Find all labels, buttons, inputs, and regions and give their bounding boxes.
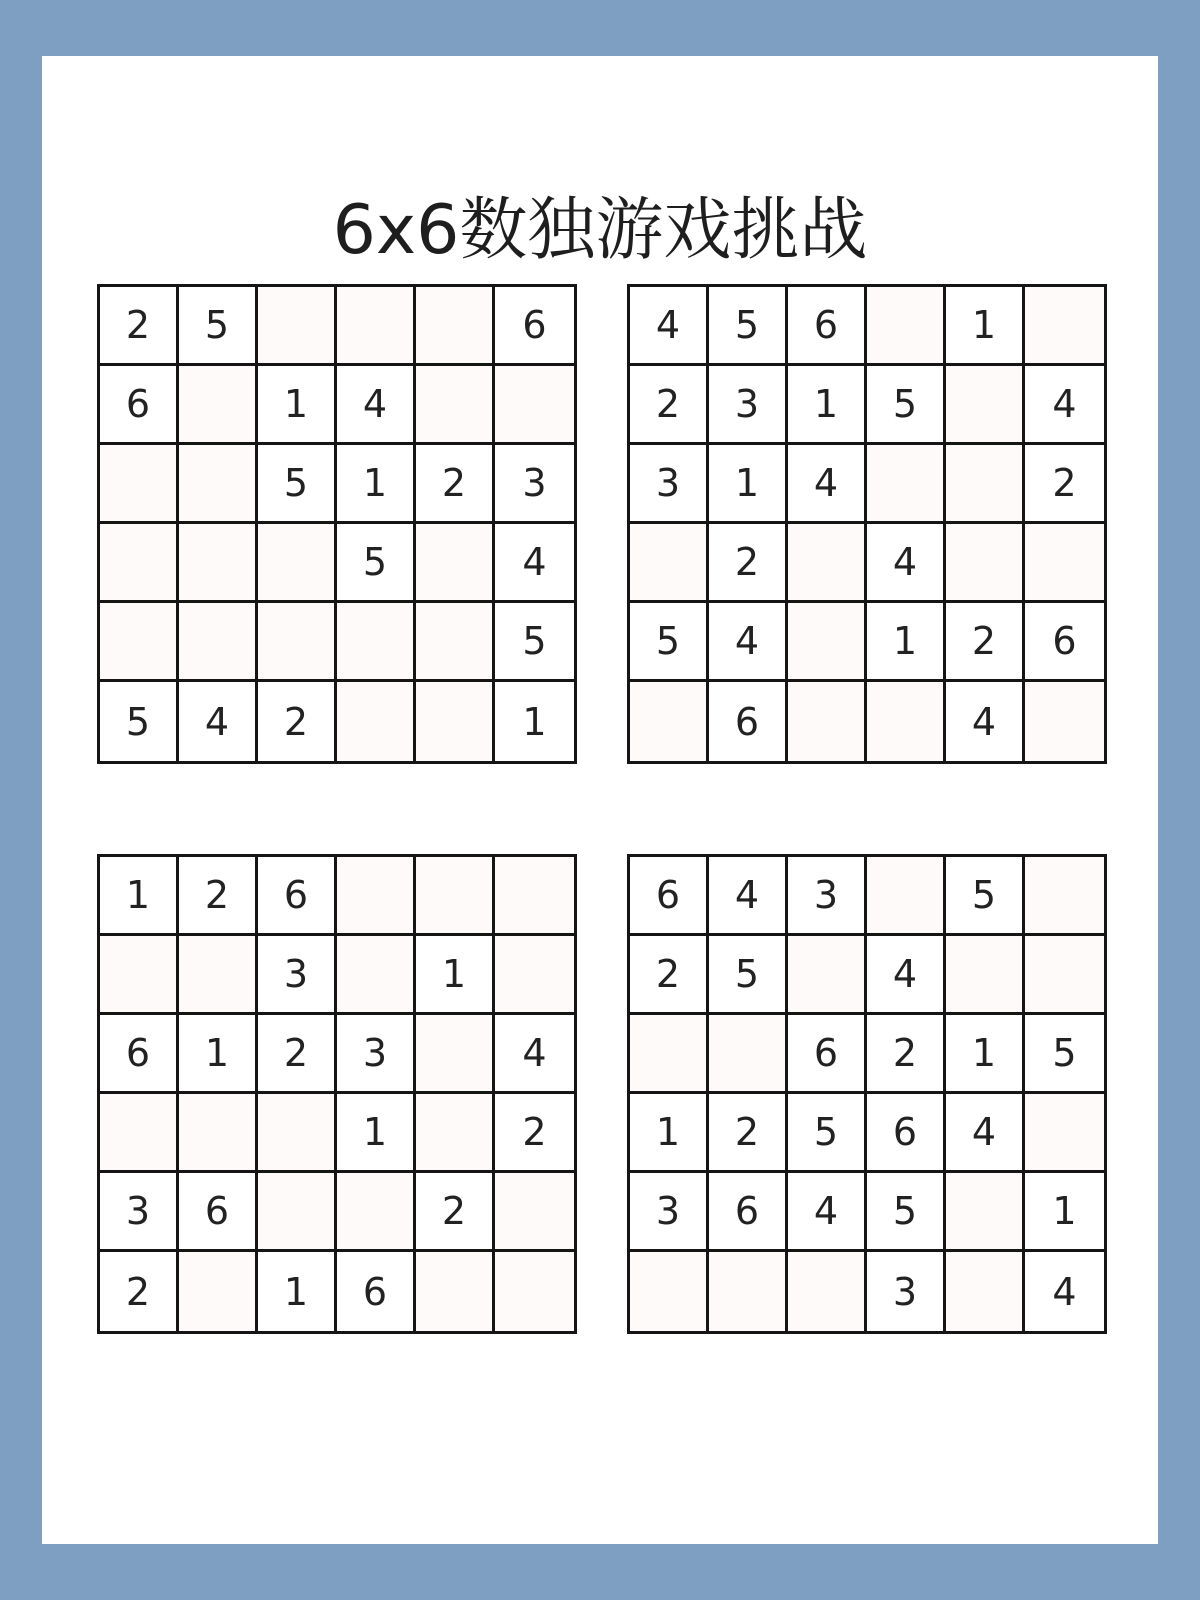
sudoku-empty-cell[interactable] bbox=[337, 682, 416, 761]
sudoku-empty-cell[interactable] bbox=[416, 366, 495, 445]
sudoku-given-cell: 4 bbox=[946, 682, 1025, 761]
sudoku-given-cell: 6 bbox=[100, 1015, 179, 1094]
sudoku-given-cell: 2 bbox=[100, 1252, 179, 1331]
sudoku-empty-cell[interactable] bbox=[495, 857, 574, 936]
sudoku-empty-cell[interactable] bbox=[337, 936, 416, 1015]
sudoku-empty-cell[interactable] bbox=[946, 524, 1025, 603]
sudoku-empty-cell[interactable] bbox=[630, 524, 709, 603]
sudoku-empty-cell[interactable] bbox=[1025, 857, 1104, 936]
sudoku-empty-cell[interactable] bbox=[100, 603, 179, 682]
sudoku-empty-cell[interactable] bbox=[788, 682, 867, 761]
sudoku-empty-cell[interactable] bbox=[258, 524, 337, 603]
sudoku-given-cell: 1 bbox=[867, 603, 946, 682]
sudoku-given-cell: 5 bbox=[495, 603, 574, 682]
sudoku-given-cell: 4 bbox=[709, 857, 788, 936]
sudoku-empty-cell[interactable] bbox=[258, 603, 337, 682]
page-title: 6x6数独游戏挑战 bbox=[332, 191, 868, 270]
sudoku-given-cell: 6 bbox=[337, 1252, 416, 1331]
sudoku-given-cell: 2 bbox=[416, 1173, 495, 1252]
sudoku-empty-cell[interactable] bbox=[630, 1252, 709, 1331]
sudoku-given-cell: 5 bbox=[946, 857, 1025, 936]
sudoku-empty-cell[interactable] bbox=[416, 1252, 495, 1331]
sudoku-empty-cell[interactable] bbox=[179, 445, 258, 524]
sudoku-given-cell: 4 bbox=[788, 445, 867, 524]
sudoku-empty-cell[interactable] bbox=[709, 1252, 788, 1331]
sudoku-given-cell: 2 bbox=[179, 857, 258, 936]
sudoku-empty-cell[interactable] bbox=[337, 603, 416, 682]
sudoku-given-cell: 3 bbox=[495, 445, 574, 524]
sudoku-given-cell: 5 bbox=[337, 524, 416, 603]
sudoku-given-cell: 6 bbox=[788, 287, 867, 366]
sudoku-given-cell: 1 bbox=[337, 445, 416, 524]
sudoku-empty-cell[interactable] bbox=[416, 287, 495, 366]
sudoku-empty-cell[interactable] bbox=[946, 366, 1025, 445]
sudoku-given-cell: 1 bbox=[258, 1252, 337, 1331]
sudoku-empty-cell[interactable] bbox=[337, 287, 416, 366]
sudoku-given-cell: 6 bbox=[630, 857, 709, 936]
sudoku-given-cell: 3 bbox=[709, 366, 788, 445]
sudoku-empty-cell[interactable] bbox=[788, 603, 867, 682]
sudoku-given-cell: 1 bbox=[1025, 1173, 1104, 1252]
sudoku-given-cell: 2 bbox=[946, 603, 1025, 682]
sudoku-given-cell: 4 bbox=[630, 287, 709, 366]
sudoku-empty-cell[interactable] bbox=[630, 1015, 709, 1094]
sudoku-given-cell: 4 bbox=[867, 936, 946, 1015]
sudoku-given-cell: 4 bbox=[495, 524, 574, 603]
sudoku-given-cell: 5 bbox=[1025, 1015, 1104, 1094]
sudoku-empty-cell[interactable] bbox=[867, 287, 946, 366]
sudoku-given-cell: 1 bbox=[946, 1015, 1025, 1094]
sudoku-given-cell: 6 bbox=[709, 1173, 788, 1252]
sudoku-empty-cell[interactable] bbox=[179, 366, 258, 445]
sudoku-empty-cell[interactable] bbox=[1025, 682, 1104, 761]
sudoku-given-cell: 2 bbox=[630, 366, 709, 445]
sudoku-given-cell: 3 bbox=[630, 1173, 709, 1252]
sudoku-given-cell: 3 bbox=[337, 1015, 416, 1094]
sudoku-given-cell: 6 bbox=[709, 682, 788, 761]
sudoku-empty-cell[interactable] bbox=[1025, 524, 1104, 603]
sudoku-given-cell: 6 bbox=[258, 857, 337, 936]
sudoku-given-cell: 3 bbox=[788, 857, 867, 936]
sudoku-given-cell: 5 bbox=[709, 936, 788, 1015]
sudoku-given-cell: 2 bbox=[867, 1015, 946, 1094]
sudoku-given-cell: 5 bbox=[630, 603, 709, 682]
sudoku-given-cell: 6 bbox=[1025, 603, 1104, 682]
sudoku-empty-cell[interactable] bbox=[100, 445, 179, 524]
sudoku-empty-cell[interactable] bbox=[416, 682, 495, 761]
sudoku-given-cell: 4 bbox=[179, 682, 258, 761]
sudoku-board-2 bbox=[627, 284, 1107, 764]
sudoku-given-cell: 5 bbox=[258, 445, 337, 524]
sudoku-given-cell: 5 bbox=[788, 1094, 867, 1173]
sudoku-given-cell: 2 bbox=[1025, 445, 1104, 524]
sudoku-given-cell: 6 bbox=[788, 1015, 867, 1094]
sudoku-given-cell: 1 bbox=[495, 682, 574, 761]
sudoku-given-cell: 5 bbox=[179, 287, 258, 366]
sudoku-given-cell: 5 bbox=[709, 287, 788, 366]
sudoku-given-cell: 2 bbox=[495, 1094, 574, 1173]
sudoku-given-cell: 3 bbox=[867, 1252, 946, 1331]
sudoku-given-cell: 3 bbox=[100, 1173, 179, 1252]
sudoku-given-cell: 4 bbox=[867, 524, 946, 603]
sudoku-given-cell: 2 bbox=[709, 1094, 788, 1173]
sudoku-given-cell: 2 bbox=[709, 524, 788, 603]
sudoku-board-1 bbox=[97, 284, 577, 764]
sudoku-empty-cell[interactable] bbox=[258, 1173, 337, 1252]
sudoku-given-cell: 4 bbox=[1025, 1252, 1104, 1331]
sudoku-given-cell: 1 bbox=[416, 936, 495, 1015]
sudoku-given-cell: 1 bbox=[337, 1094, 416, 1173]
sudoku-empty-cell[interactable] bbox=[179, 936, 258, 1015]
sudoku-given-cell: 5 bbox=[867, 366, 946, 445]
sudoku-given-cell: 1 bbox=[709, 445, 788, 524]
sudoku-empty-cell[interactable] bbox=[337, 1173, 416, 1252]
sudoku-empty-cell[interactable] bbox=[179, 603, 258, 682]
sudoku-given-cell: 5 bbox=[100, 682, 179, 761]
sudoku-empty-cell[interactable] bbox=[867, 445, 946, 524]
sudoku-given-cell: 4 bbox=[495, 1015, 574, 1094]
sudoku-empty-cell[interactable] bbox=[630, 682, 709, 761]
sudoku-empty-cell[interactable] bbox=[946, 445, 1025, 524]
sudoku-empty-cell[interactable] bbox=[258, 1094, 337, 1173]
sudoku-empty-cell[interactable] bbox=[258, 287, 337, 366]
sudoku-board-4 bbox=[627, 854, 1107, 1334]
sudoku-given-cell: 2 bbox=[630, 936, 709, 1015]
sudoku-empty-cell[interactable] bbox=[788, 524, 867, 603]
sudoku-given-cell: 4 bbox=[1025, 366, 1104, 445]
sudoku-given-cell: 3 bbox=[258, 936, 337, 1015]
sudoku-given-cell: 1 bbox=[179, 1015, 258, 1094]
sudoku-given-cell: 2 bbox=[258, 1015, 337, 1094]
sudoku-empty-cell[interactable] bbox=[867, 682, 946, 761]
sudoku-empty-cell[interactable] bbox=[416, 1015, 495, 1094]
sudoku-empty-cell[interactable] bbox=[100, 524, 179, 603]
sudoku-given-cell: 1 bbox=[100, 857, 179, 936]
sudoku-board-3 bbox=[97, 854, 577, 1334]
sudoku-empty-cell[interactable] bbox=[416, 1094, 495, 1173]
sudoku-given-cell: 6 bbox=[495, 287, 574, 366]
sudoku-empty-cell[interactable] bbox=[100, 936, 179, 1015]
sudoku-given-cell: 1 bbox=[946, 287, 1025, 366]
sudoku-given-cell: 3 bbox=[630, 445, 709, 524]
sudoku-empty-cell[interactable] bbox=[179, 524, 258, 603]
sudoku-empty-cell[interactable] bbox=[495, 1252, 574, 1331]
sudoku-empty-cell[interactable] bbox=[495, 936, 574, 1015]
sudoku-empty-cell[interactable] bbox=[416, 857, 495, 936]
sudoku-empty-cell[interactable] bbox=[495, 1173, 574, 1252]
sudoku-empty-cell[interactable] bbox=[788, 936, 867, 1015]
sudoku-given-cell: 6 bbox=[100, 366, 179, 445]
sudoku-empty-cell[interactable] bbox=[709, 1015, 788, 1094]
sudoku-empty-cell[interactable] bbox=[946, 1173, 1025, 1252]
sudoku-empty-cell[interactable] bbox=[1025, 936, 1104, 1015]
sudoku-empty-cell[interactable] bbox=[867, 857, 946, 936]
sudoku-empty-cell[interactable] bbox=[337, 857, 416, 936]
sudoku-empty-cell[interactable] bbox=[495, 366, 574, 445]
sudoku-empty-cell[interactable] bbox=[100, 1094, 179, 1173]
sudoku-given-cell: 6 bbox=[179, 1173, 258, 1252]
sudoku-given-cell: 4 bbox=[946, 1094, 1025, 1173]
sudoku-empty-cell[interactable] bbox=[788, 1252, 867, 1331]
sudoku-given-cell: 1 bbox=[788, 366, 867, 445]
sudoku-empty-cell[interactable] bbox=[1025, 1094, 1104, 1173]
sudoku-empty-cell[interactable] bbox=[946, 1252, 1025, 1331]
sudoku-given-cell: 4 bbox=[709, 603, 788, 682]
sudoku-given-cell: 2 bbox=[416, 445, 495, 524]
sudoku-given-cell: 4 bbox=[337, 366, 416, 445]
sudoku-empty-cell[interactable] bbox=[179, 1252, 258, 1331]
sudoku-empty-cell[interactable] bbox=[416, 603, 495, 682]
sudoku-empty-cell[interactable] bbox=[179, 1094, 258, 1173]
sudoku-given-cell: 5 bbox=[867, 1173, 946, 1252]
sudoku-empty-cell[interactable] bbox=[416, 524, 495, 603]
sudoku-given-cell: 2 bbox=[100, 287, 179, 366]
sudoku-given-cell: 1 bbox=[258, 366, 337, 445]
sudoku-given-cell: 6 bbox=[867, 1094, 946, 1173]
sudoku-given-cell: 1 bbox=[630, 1094, 709, 1173]
sudoku-empty-cell[interactable] bbox=[1025, 287, 1104, 366]
sudoku-empty-cell[interactable] bbox=[946, 936, 1025, 1015]
sudoku-given-cell: 4 bbox=[788, 1173, 867, 1252]
sudoku-given-cell: 2 bbox=[258, 682, 337, 761]
